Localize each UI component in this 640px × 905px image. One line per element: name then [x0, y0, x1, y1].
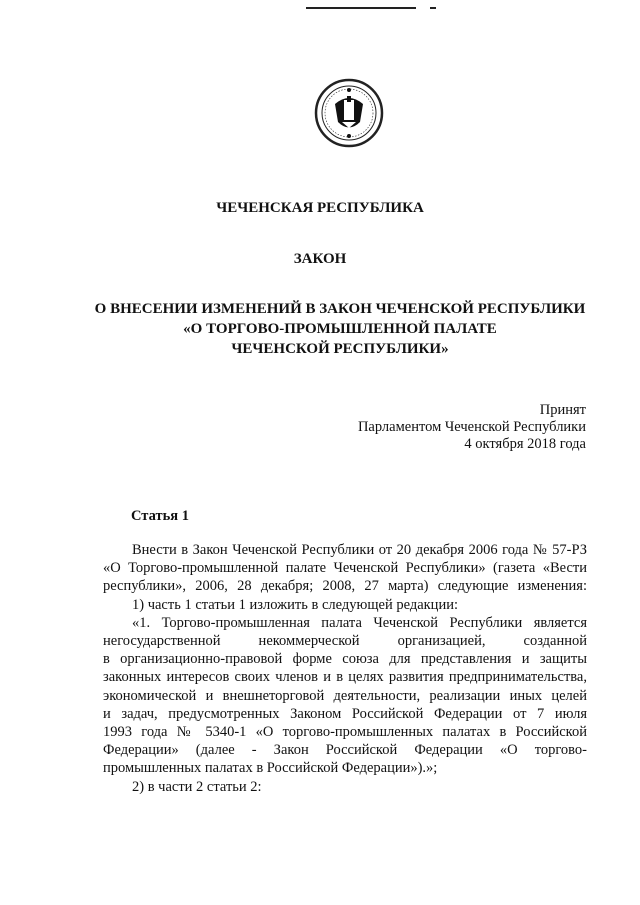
top-rule-dash: [430, 7, 436, 9]
text-line: республики», 2006, 28 декабря; 2008, 27 марта) следующие изменения:: [103, 578, 587, 595]
law-title: [60, 299, 620, 359]
text-line: промышленных палатах в Российской Федерации»).»;: [103, 760, 438, 777]
text-line: и задач, предусмотренных Законом Российской Федерации от 7 июля: [103, 705, 587, 722]
text-line: 1) часть 1 статьи 1 изложить в следующей редакции:: [132, 596, 458, 613]
coat-of-arms-seal-icon: [314, 78, 384, 148]
article-text: [103, 541, 587, 796]
article-heading: Статья 1: [131, 508, 189, 524]
adoption-label: Принят: [539, 402, 586, 418]
text-line: «О Торгово-промышленной палате Чеченской Республики» (газета «Вести: [103, 560, 587, 577]
republic-title: ЧЕЧЕНСКАЯ РЕСПУБЛИКА: [216, 200, 424, 216]
adoption-block: [358, 402, 586, 453]
text-line: 2) в части 2 статьи 2:: [132, 778, 262, 795]
text-line: экономической и внешнеторговой деятельности, реализации иных целей: [103, 687, 587, 704]
doc-type-title: ЗАКОН: [293, 251, 347, 267]
law-title-line: ЧЕЧЕНСКОЙ РЕСПУБЛИКИ»: [231, 341, 449, 357]
adoption-date: 4 октября 2018 года: [464, 436, 586, 452]
text-line: 1993 года № 5340-1 «О торгово-промышленных палатах в Российской: [103, 724, 587, 741]
text-line: Федерации» (далее - Закон Российской Федерации «О торгово-: [103, 742, 587, 759]
text-line: законных интересов своих членов и в целях развития предпринимательства,: [103, 669, 587, 686]
adoption-body: Парламентом Чеченской Республики: [357, 419, 586, 435]
top-rule: [306, 7, 416, 9]
text-line: в организационно-правовой форме союза для представления и защиты: [103, 651, 587, 668]
law-title-line: О ВНЕСЕНИИ ИЗМЕНЕНИЙ В ЗАКОН ЧЕЧЕНСКОЙ РЕСПУБЛИКИ: [94, 301, 586, 317]
text-line: Внести в Закон Чеченской Республики от 20 декабря 2006 года № 57-РЗ: [132, 542, 587, 558]
law-title-line: «О ТОРГОВО-ПРОМЫШЛЕННОЙ ПАЛАТЕ: [183, 321, 497, 337]
text-line: негосударственной некоммерческой организацией, созданной: [103, 633, 587, 650]
text-line: «1. Торгово-промышленная палата Чеченской Республики является: [132, 614, 587, 631]
